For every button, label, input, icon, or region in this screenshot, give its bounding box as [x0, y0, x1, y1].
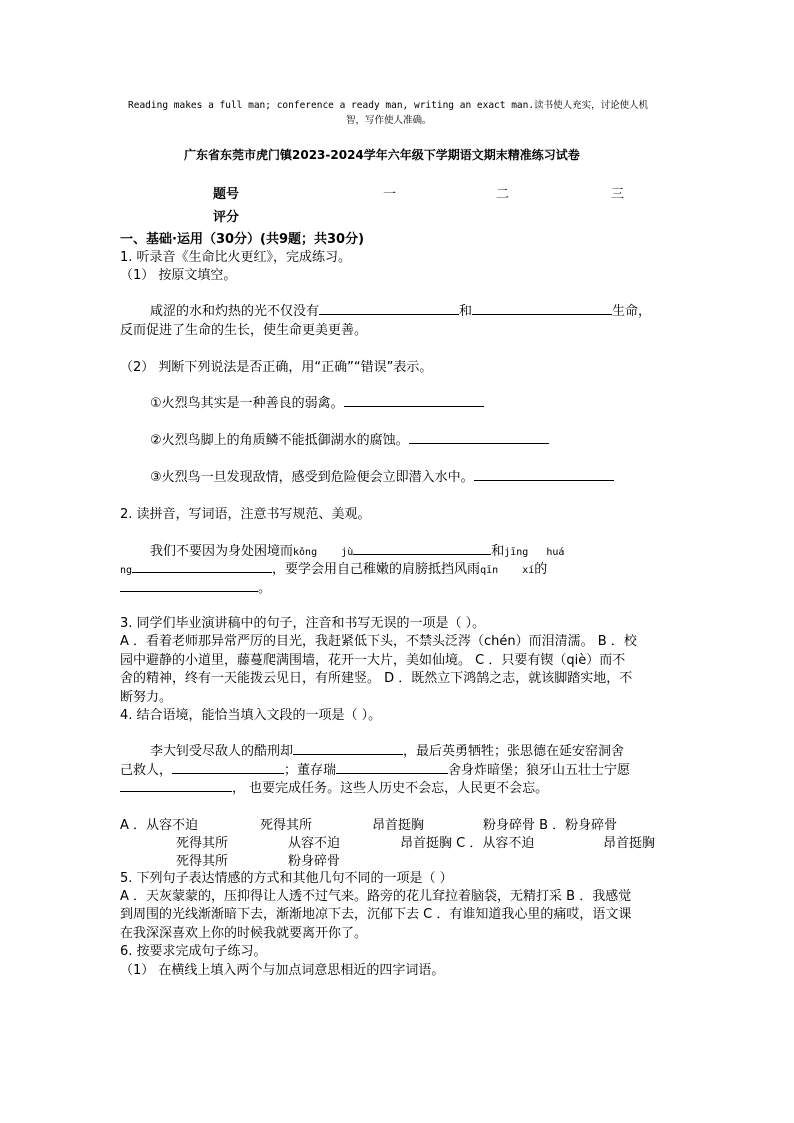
table-score-label: 评分: [213, 210, 240, 225]
q4-optA-4: 粉身碎骨 B ．粉身碎骨: [483, 818, 618, 833]
q2-pinyin-3: qīn xí: [480, 565, 535, 576]
q4-optA-2: 死得其所: [260, 818, 313, 833]
q4-text-e: 舍身炸暗堡；狼牙山五壮士宁愿: [448, 763, 631, 778]
q2-text-b: 和: [491, 544, 505, 559]
q1-text-b: 和: [459, 304, 473, 319]
table-header-label: 题号: [213, 187, 240, 202]
q4-optA-3: 昂首挺胸: [372, 818, 425, 833]
q4-optC-3: 死得其所: [176, 854, 229, 869]
table-col-2: 二: [496, 187, 510, 202]
q1-item-3-text: ③火烈鸟一旦发现敌情，感受到危险便会立即潜入水中。: [150, 470, 474, 485]
q2-period: 。: [258, 581, 272, 596]
q1-item-2-blank[interactable]: [409, 430, 549, 444]
q3-line4: 舍的精神，终有一天能拨云见日，有所建竖。 D ．既然立下鸿鹄之志，就该脚踏实地，不: [120, 671, 633, 686]
q1-text-c: 生命，: [612, 304, 652, 319]
q3-line3: 园中避静的小道里，藤蔓爬满围墙，花开一大片，美如仙境。 C ．只要有锲（qiè）而不: [120, 653, 626, 668]
q1-item-3-blank[interactable]: [474, 467, 614, 481]
q2-pinyin-2-end: ng: [120, 565, 133, 576]
q2-line2: [120, 558, 547, 577]
q4-text-a: 李大钊受尽敌人的酷刑却: [150, 744, 294, 759]
q1-item-3: [150, 466, 614, 485]
q1-text-a: 咸涩的水和灼热的光不仅没有: [150, 304, 320, 319]
q6-sub1: （1） 在横线上填入两个与加点词意思相近的四字词语。: [120, 963, 445, 978]
q1-blank-1[interactable]: [319, 301, 459, 315]
q1-sub1-line1: [150, 300, 651, 319]
q1-blank-2[interactable]: [472, 301, 612, 315]
q4-optB-3: 从容不迫: [288, 836, 341, 851]
q6-stem: 6. 按要求完成句子练习。: [120, 944, 267, 959]
q4-stem: 4. 结合语境，能恰当填入文段的一项是（ ）。: [120, 708, 382, 723]
q2-line1: [150, 540, 564, 559]
q3-line5: 断努力。: [120, 690, 173, 705]
q4-optA-1: A ．从容不迫: [120, 818, 199, 833]
q4-blank-3[interactable]: [336, 760, 448, 774]
q4-blank-1[interactable]: [293, 741, 403, 755]
header-quote-line1: Reading makes a full man; conference a ready man, writing an exact man.读书使人充实，讨论使人机: [128, 100, 649, 111]
q4-text-f: ， 也要完成任务。这些人历史不会忘，人民更不会忘。: [232, 781, 549, 796]
q5-line1: 5. 下列句子表达情感的方式和其他几句不同的一项是（ ）: [120, 871, 453, 886]
q1-item-1-text: ①火烈鸟其实是一种善良的弱禽。: [150, 396, 344, 411]
q5-line3: 到周围的光线渐渐暗下去，渐渐地凉下去，沉郁下去 C ．有谁知道我心里的痛哎，语文课: [120, 907, 632, 922]
section-heading: 一、基础·运用（30分）(共9题；共30分): [120, 232, 365, 247]
q2-line3: [120, 577, 271, 596]
q2-stem: 2. 读拼音，写词语，注意书写规范、美观。: [120, 507, 371, 522]
q4-line3: [120, 777, 548, 796]
q4-text-c: 己救人，: [120, 763, 173, 778]
q4-optB-4: 昂首挺胸 C ．从容不迫: [400, 836, 535, 851]
q3-line1: 3. 同学们毕业演讲稿中的句子，注音和书写无误的一项是（ ）。: [120, 616, 486, 631]
q1-item-2: [150, 429, 549, 448]
q4-blank-4[interactable]: [120, 778, 232, 792]
q2-text-d: 的: [534, 562, 548, 577]
q4-line1: [150, 740, 624, 759]
q4-line2: [120, 759, 630, 778]
q2-pinyin-1: kǒng jù: [293, 547, 354, 558]
q2-text-c: ，要学会用自己稚嫩的肩膀抵挡风雨: [272, 562, 481, 577]
q1-sub1-line2: 反而促进了生命的生长，使生命更美更善。: [120, 323, 368, 338]
q4-optC-4: 粉身碎骨: [288, 854, 341, 869]
q2-pinyin-2: jīng huá: [504, 547, 565, 558]
q2-blank-3[interactable]: [120, 578, 258, 592]
q1-stem: 1. 听录音《生命比火更红》，完成练习。: [120, 250, 352, 265]
q3-line2: A ．看着老师那异常严厉的目光，我赶紧低下头，不禁头泛涔（chén）而泪清濡。 B ．校: [120, 634, 637, 649]
q4-blank-2[interactable]: [172, 760, 284, 774]
q1-item-1: [150, 392, 484, 411]
q1-item-2-text: ②火烈鸟脚上的角质鳞不能抵御湖水的腐蚀。: [150, 433, 409, 448]
q1-sub1-label: （1） 按原文填空。: [120, 268, 237, 283]
page-title: 广东省东莞市虎门镇2023-2024学年六年级下学期语文期末精准练习试卷: [184, 148, 580, 162]
q1-item-1-blank[interactable]: [344, 393, 484, 407]
q4-optC-2: 昂首挺胸: [603, 836, 656, 851]
q4-optB-2: 死得其所: [176, 836, 229, 851]
q4-text-b: ，最后英勇牺牲；张思德在延安窑洞舍: [403, 744, 625, 759]
q1-sub2-label: （2） 判断下列说法是否正确，用“正确”“错误”表示。: [120, 360, 433, 375]
table-col-3: 三: [611, 187, 625, 202]
q5-line2: A ．天灰蒙蒙的，压抑得让人透不过气来。路旁的花儿耷拉着脑袋，无精打采 B ．我感觉: [120, 889, 632, 904]
q2-blank-2[interactable]: [132, 559, 272, 573]
q4-text-d: ；董存瑞: [284, 763, 337, 778]
q2-text-a: 我们不要因为身处困境而: [150, 544, 294, 559]
q5-line4: 在我深深喜欢上你的时候我就要离开你了。: [120, 926, 368, 941]
table-col-1: 一: [383, 187, 397, 202]
header-quote-line2: 智，写作使人准确。: [346, 115, 432, 126]
q2-blank-1[interactable]: [353, 541, 491, 555]
